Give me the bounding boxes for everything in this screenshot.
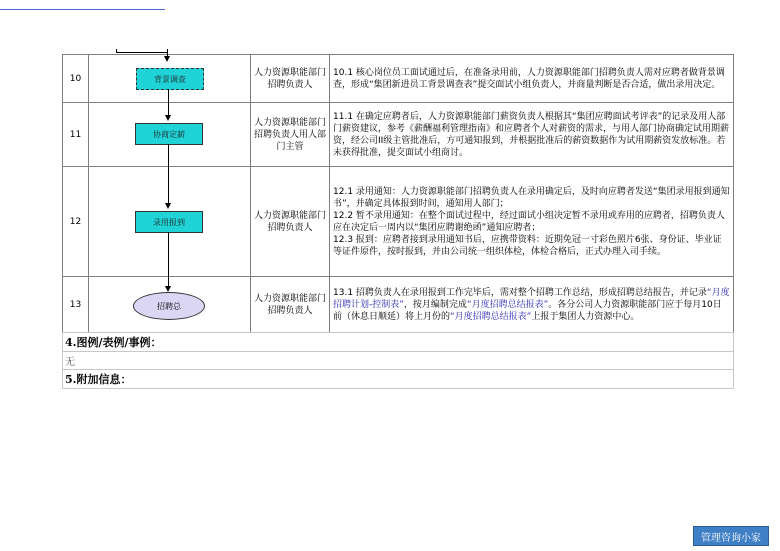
table-row [63, 277, 734, 333]
flow-connector [168, 167, 169, 204]
table-row [63, 55, 734, 103]
responsible-dept: 人力资源职能部门招聘负责人 [251, 55, 330, 103]
flow-connector [167, 49, 168, 56]
highlight-term: “月度招聘计划-控制表” [333, 287, 730, 310]
flow-step-background-check: 背景调查 [136, 68, 204, 90]
step-number: 11 [63, 103, 89, 167]
step-description: 11.1 在确定应聘者后，人力资源职能部门薪资负责人根据其“集团应聘面试考评表”的记录及用人部门薪资建议，参考《薪酬福利管理指南》和应聘者个人对薪资的需求，与用人部门协商确定试用期薪资，经公司II级主管批准后，方可通知报到，并根据批准后的薪资数据作为试用期薪资发放标准。若未获得批准，提交面试小组商讨。 [330, 103, 734, 167]
flow-connector [168, 144, 169, 168]
section-4-value: 无 [63, 352, 734, 370]
flow-cell [89, 277, 251, 333]
highlight-term: “月度招聘总结报表” [450, 311, 532, 322]
responsible-dept: 人力资源职能部门招聘负责人 [251, 277, 330, 333]
flow-end-summary: 招聘总 [133, 292, 205, 320]
table-row [63, 167, 734, 277]
responsible-dept: 人力资源职能部门招聘负责人 [251, 167, 330, 277]
flow-cell [89, 167, 251, 277]
step-description: 10.1 核心岗位员工面试通过后，在准备录用前，人力资源职能部门招聘负责人需对应聘者做背景调查，形成“集团新进员工背景调查表”提交面试小组负责人，并商量判断是否合适，做出录用决定。 [330, 55, 734, 103]
flow-connector [116, 52, 167, 53]
step-description: 13.1 招聘负责人在录用报到工作完毕后，需对整个招聘工作总结，形成招聘总结报告，并记录“月度招聘计划-控制表”，按月编制完成“月度招聘总结报表”。各分公司人力资源职能部门应于每月10日前（休息日顺延）将上月份的“月度招聘总结报表”上报于集团人力资源中心。 [330, 277, 734, 333]
consult-button[interactable]: 管理咨询小家 [693, 526, 769, 546]
flow-cell [89, 103, 251, 167]
section-5-title: 5.附加信息： [63, 370, 734, 389]
section-4-title: 4.图例/表例/事例： [63, 333, 734, 352]
top-rule [0, 9, 165, 10]
responsible-dept: 人力资源职能部门招聘负责人用人部门主管 [251, 103, 330, 167]
arrow-down-icon [164, 56, 170, 62]
step-description: 12.1 录用通知：人力资源职能部门招聘负责人在录用确定后，及时向应聘者发送“集团录用报到通知书”，并确定具体报到时间，通知用人部门； 12.2 暂不录用通知：在整个面试过程中，经过面试小组决定暂不录用或弃用的应聘者，招聘负责人应在决定后一周内以“集团应聘谢绝函”通知应聘者； 12.3 报到：应聘者接到录用通知书后，应携带资料：近期免冠一寸彩色照片6张、身份证、毕业证等证件原件，按时报到，并由公司统一组织体检，体检合格后，正式办理入司手续。 [330, 167, 734, 277]
highlight-term: “月度招聘总结报表” [466, 299, 549, 310]
arrow-down-icon [165, 115, 171, 121]
table-row [63, 103, 734, 167]
flow-connector [168, 232, 169, 278]
flow-step-onboarding: 录用报到 [135, 211, 203, 233]
process-table [62, 54, 734, 333]
info-sections [62, 332, 734, 389]
step-number: 10 [63, 55, 89, 103]
step-number: 13 [63, 277, 89, 333]
flow-cell [89, 55, 251, 103]
step-number: 12 [63, 167, 89, 277]
arrow-down-icon [165, 203, 171, 209]
flow-step-salary-negotiation: 协商定薪 [135, 123, 203, 145]
